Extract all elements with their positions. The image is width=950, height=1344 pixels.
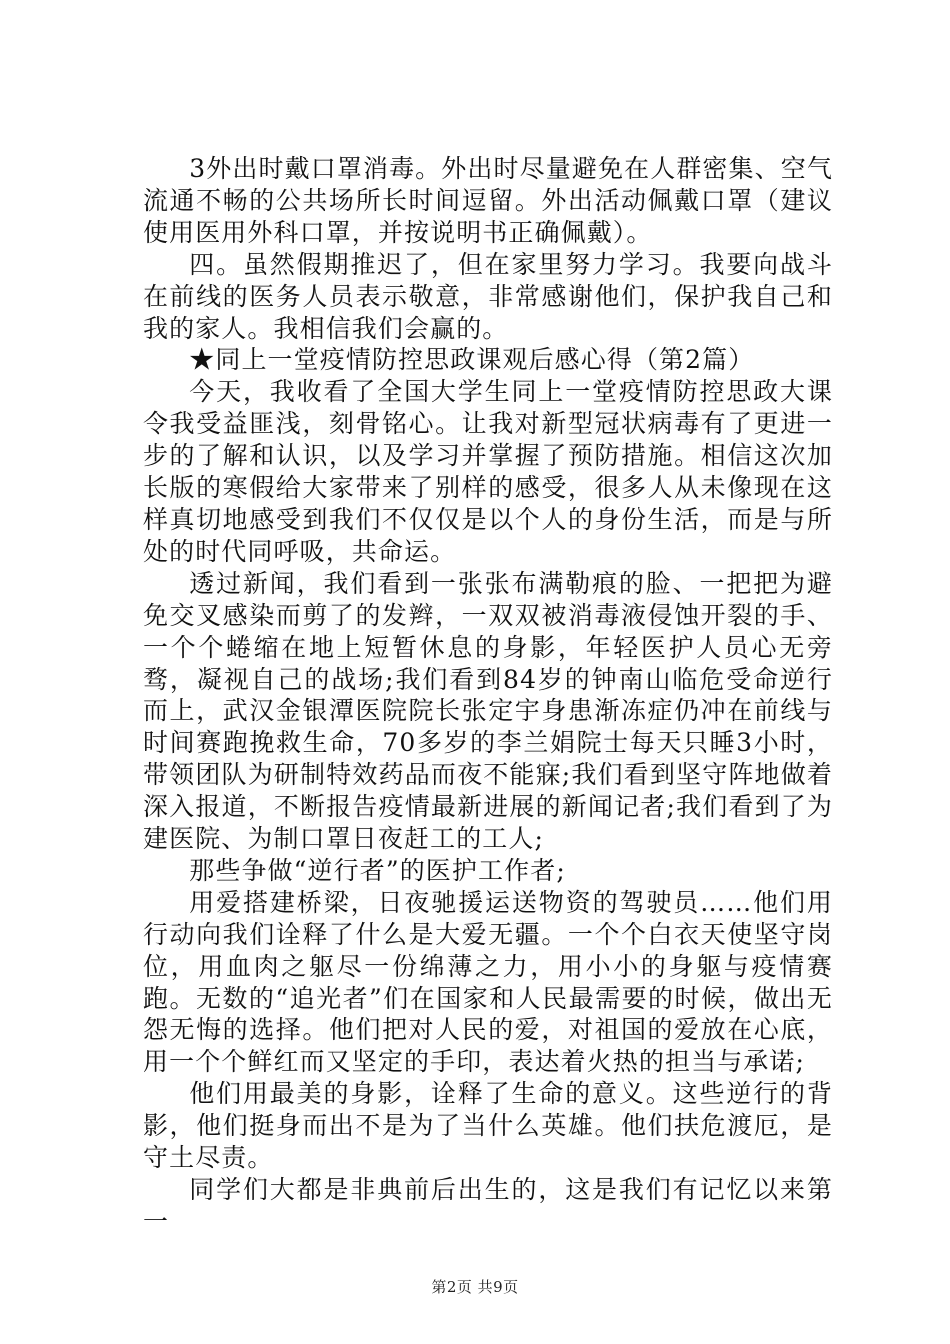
paragraph-news: 透过新闻，我们看到一张张布满勒痕的脸、一把把为避免交叉感染而剪了的发辫，一双双被消毒液侵蚀开裂的手、一个个蜷缩在地上短暂休息的身影，年轻医护人员心无旁骛，凝视自己的战场;我们看到84岁的钟南山临危受命逆行而上，武汉金银潭医院院长张定宇身患渐冻症仍冲在前线与时间赛跑挽救生命，70多岁的李兰娟院士每天只睡3小时，带领团队为研制特效药品而夜不能寐;我们看到坚守阵地做着深入报道，不断报告疫情最新进展的新闻记者;我们看到了为建医院、为制口罩日夜赶工的工人;: [143, 568, 833, 854]
paragraph-meaning-of-life: 他们用最美的身影，诠释了生命的意义。这些逆行的背影，他们挺身而出不是为了当什么英雄。他们扶危渡厄，是守土尽责。: [143, 1079, 833, 1173]
paragraph-classmates: 同学们大都是非典前后出生的，这是我们有记忆以来第一: [143, 1175, 833, 1236]
paragraph-medical-workers: 那些争做“逆行者”的医护工作者;: [189, 855, 566, 885]
page-footer: 第2页 共9页: [431, 1278, 519, 1296]
paragraph-study-at-home: 四。虽然假期推迟了，但在家里努力学习。我要向战斗在前线的医务人员表示敬意，非常感谢他们，保护我自己和我的家人。我相信我们会赢的。: [143, 249, 833, 343]
paragraph-mask-disinfection: 3外出时戴口罩消毒。外出时尽量避免在人群密集、空气流通不畅的公共场所长时间逗留。外出活动佩戴口罩（建议使用医用外科口罩，并按说明书正确佩戴）。: [143, 154, 833, 247]
section-heading: ★同上一堂疫情防控思政课观后感心得（第2篇）: [189, 345, 755, 375]
paragraph-drivers: 用爱搭建桥梁，日夜驰援运送物资的驾驶员……他们用行动向我们诠释了什么是大爱无疆。一个个白衣天使坚守岗位，用血肉之躯尽一份绵薄之力，用小小的身躯与疫情赛跑。无数的“追光者”们在国家和人民最需要的时候，做出无怨无悔的选择。他们把对人民的爱，对祖国的爱放在心底，用一个个鲜红而又坚定的手印，表达着火热的担当与承诺;: [143, 887, 833, 1077]
document-body: [143, 153, 833, 1238]
paragraph-today: 今天，我收看了全国大学生同上一堂疫情防控思政大课令我受益匪浅，刻骨铭心。让我对新型冠状病毒有了更进一步的了解和认识，以及学习并掌握了预防措施。相信这次加长版的寒假给大家带来了别样的感受，很多人从未像现在这样真切地感受到我们不仅仅是以个人的身份生活，而是与所处的时代同呼吸，共命运。: [143, 377, 833, 566]
